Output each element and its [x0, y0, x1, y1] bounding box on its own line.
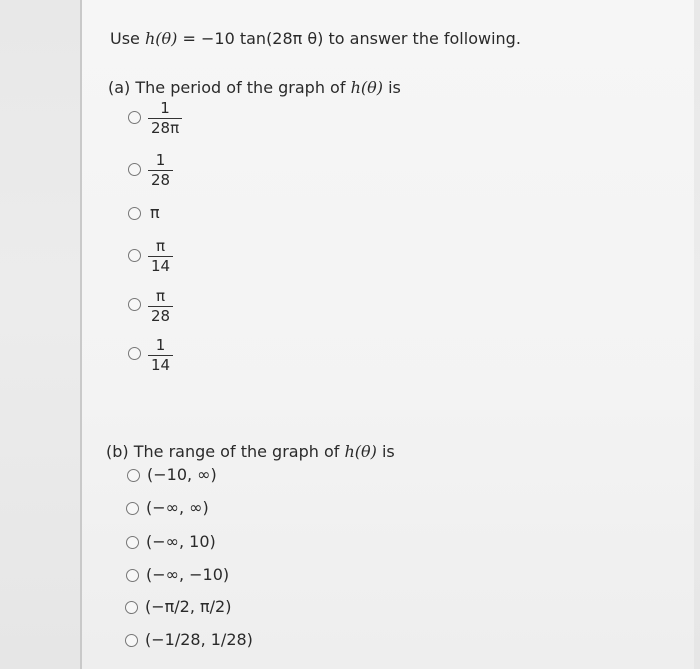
question-suffix: to answer the following. — [328, 29, 521, 48]
option-text: (−∞, −10) — [146, 565, 230, 584]
radio-button[interactable] — [128, 298, 141, 311]
numerator: π — [156, 287, 166, 305]
denominator: 28 — [151, 307, 171, 326]
radio-button[interactable] — [126, 536, 139, 549]
numerator: 1 — [155, 336, 166, 354]
radio-button[interactable] — [128, 207, 141, 220]
radio-button[interactable] — [128, 347, 141, 360]
option-text: (−∞, 10) — [146, 532, 216, 551]
option-text: (−∞, ∞) — [146, 498, 209, 517]
numerator: π — [156, 237, 166, 255]
numerator: 1 — [155, 151, 166, 169]
question-statement — [110, 29, 521, 48]
fraction — [148, 100, 182, 137]
part-a-prompt-suffix: is — [388, 78, 401, 97]
denominator: 28π — [151, 119, 180, 138]
option-text: π — [150, 203, 160, 222]
part-b-prompt — [106, 442, 395, 461]
part-b-prompt-suffix: is — [381, 442, 395, 461]
question-equation: = −10 tan(28π θ) — [182, 29, 324, 48]
denominator: 14 — [151, 257, 171, 276]
radio-button[interactable] — [128, 249, 141, 262]
radio-button[interactable] — [128, 163, 141, 176]
fraction — [148, 337, 173, 374]
part-a-function: h(θ) — [350, 78, 383, 97]
part-a-prompt — [108, 78, 401, 97]
radio-button[interactable] — [125, 601, 138, 614]
question-function: h(θ) — [144, 29, 178, 48]
part-a-prompt-prefix: (a) The period of the graph of — [108, 78, 346, 97]
radio-button[interactable] — [125, 634, 138, 647]
fraction — [148, 288, 173, 325]
fraction — [148, 152, 173, 189]
part-b-prompt-prefix: (b) The range of the graph of — [106, 442, 340, 461]
option-text: (−1/28, 1/28) — [145, 630, 253, 649]
radio-button[interactable] — [127, 469, 140, 482]
denominator: 14 — [151, 356, 171, 375]
radio-button[interactable] — [128, 111, 141, 124]
option-text: (−π/2, π/2) — [145, 597, 232, 616]
fraction — [148, 238, 173, 275]
radio-button[interactable] — [126, 502, 139, 515]
radio-button[interactable] — [126, 569, 139, 582]
option-text: (−10, ∞) — [147, 465, 217, 484]
numerator: 1 — [160, 99, 170, 117]
denominator: 28 — [151, 171, 171, 190]
part-b-function: h(θ) — [344, 442, 377, 461]
question-prefix: Use — [110, 29, 140, 48]
